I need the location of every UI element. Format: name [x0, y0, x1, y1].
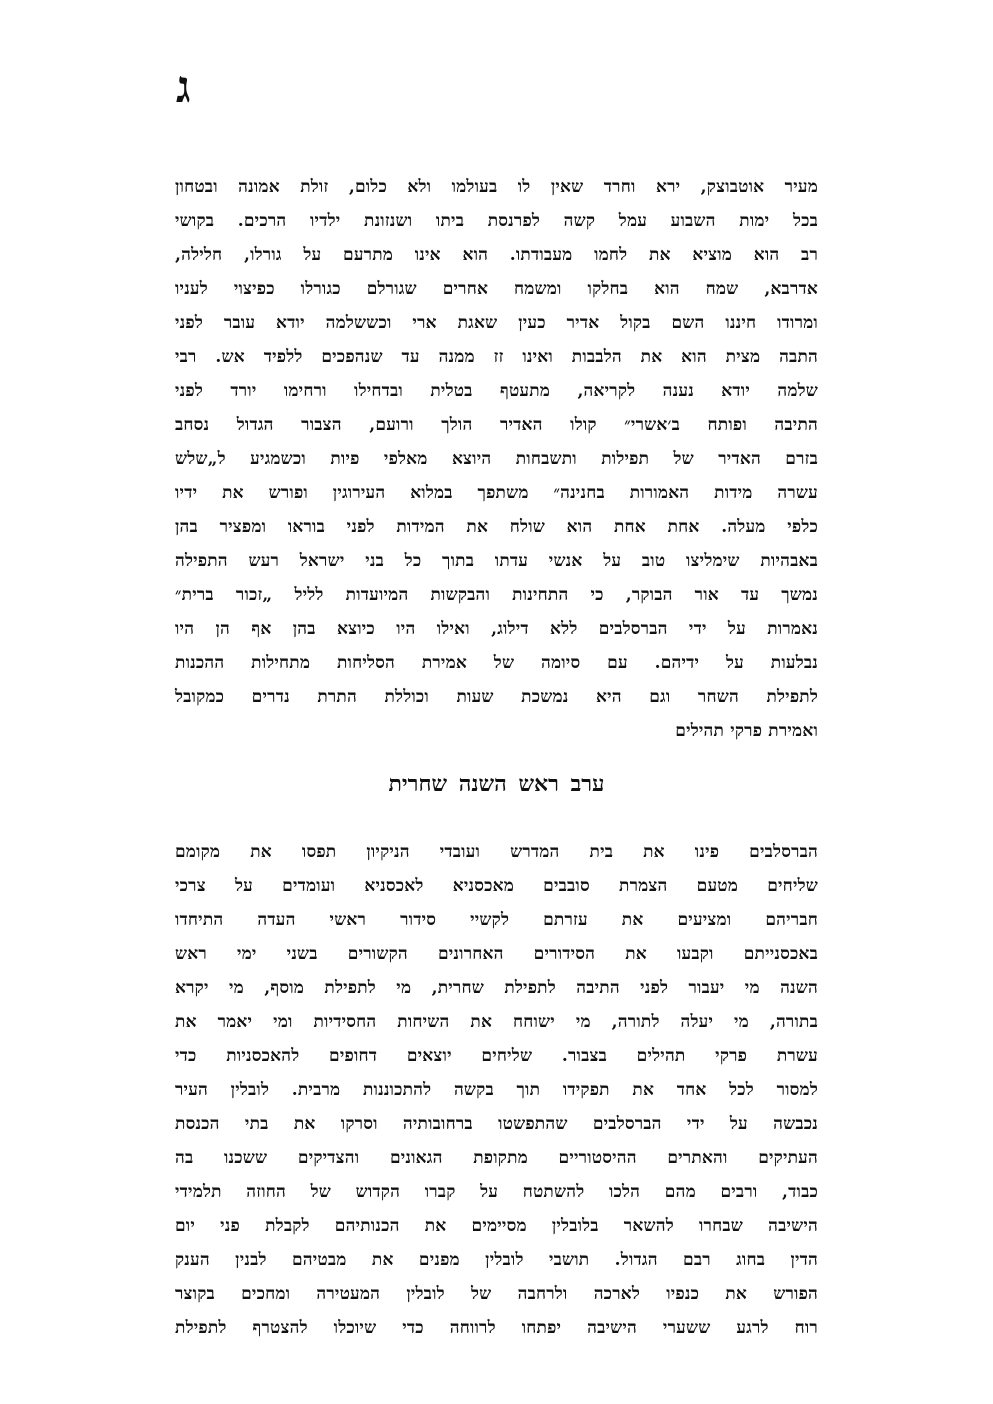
text-line: מעיר אוטבוצק, ירא וחרד שאין לו בעולמו ולא כלום, זולת אמונה ובטחון	[175, 177, 818, 197]
text-line: השנה מי יעבור לפני התיבה לתפילת שחרית, מי לתפילת מוסף, מי יקרא	[175, 978, 818, 998]
text-line: למסור לכל אחד את תפקידו תוך בקשה להתכוננות מרבית. לובלין העיר	[175, 1080, 818, 1100]
text-line: רב הוא מוציא את לחמו מעבודתו. הוא אינו מתרעם על גורלו, חלילה,	[175, 245, 818, 265]
paragraph-2	[175, 835, 818, 1345]
paragraph-1	[175, 170, 818, 748]
text-line: שליחים מטעם הצמרת סובבים מאכסניא לאכסניא ועומדים על צרכי	[175, 876, 818, 896]
text-line: ומרודו חיננו השם בקול אדיר כעין שאגת ארי וכששלמה יודא עובר לפני	[175, 313, 818, 333]
text-line: עשרה מידות האמורות בחנינה״ משתפך במלוא העירוגין ופורש את ידיו	[175, 483, 818, 503]
text-line: אדרבא, שמח הוא בחלקו ומשמח אחרים שגורלם כגורלו כפיצוי לעניו	[175, 279, 818, 299]
text-line: בתורה, מי יעלה לתורה, מי ישוחח את השיחות החסידיות ומי יאמר את	[175, 1012, 818, 1032]
text-line: לתפילת השחר וגם היא נמשכת שעות וכוללת התרת נדרים כמקובל	[175, 687, 818, 707]
text-line: עשרת פרקי תהילים בצבור. שליחים יוצאים דחופים להאכסניות כדי	[175, 1046, 818, 1066]
text-line: נמשך עד אור הבוקר, כי התחינות והבקשות המיועדות לליל „זכור ברית״	[175, 585, 818, 605]
text-line: התבה מצית הוא את הלבבות ואינו זז ממנה עד שנהפכים ללפיד אש. רבי	[175, 347, 818, 367]
text-line: נכבשה על ידי הברסלבים שהתפשטו ברחובותיה וסרקו את בתי הכנסת	[175, 1114, 818, 1134]
text-line: הברסלבים פינו את בית המדרש ועובדי הניקיון תפסו את מקומם	[175, 842, 818, 862]
text-line: בכל ימות השבוע עמל קשה לפרנסת ביתו ושנזונת ילדיו הרכים. בקושי	[175, 211, 818, 231]
section-heading: ערב ראש השנה שחרית	[388, 771, 605, 797]
text-line: נאמרות על ידי הברסלבים ללא דילוג, ואילו היו כיוצא בהן אף הן היו	[175, 619, 818, 639]
text-line: כבוד, ורבים מהם הלכו להשתטח על קברו הקדוש של החוזה תלמידי	[175, 1182, 818, 1202]
text-line: נבלעות על ידיהם. עם סיומה של אמירת הסליחות מתחילות ההכנות	[175, 653, 818, 673]
text-line: הפורש את כנפיו לארכה ולרחבה של לובלין המעטירה ומחכים בקוצר	[175, 1284, 818, 1304]
text-line: ואמירת פרקי תהילים	[675, 721, 818, 741]
text-line: רוח לרגע ששערי הישיבה יפתחו לרווחה כדי שיוכלו להצטרף לתפילת	[175, 1318, 818, 1338]
text-line: העתיקים והאתרים ההיסטוריים מתקופת הגאונים והצדיקים ששכנו בה	[175, 1148, 818, 1168]
text-line: באבהיות שימליצו טוב על אנשי עדתו בתוך כל בני ישראל רעש התפילה	[175, 551, 818, 571]
text-line: הישיבה שבחרו להשאר בלובלין מסיימים את הכנותיהם לקבלת פני יום	[175, 1216, 818, 1236]
text-line: בזרם האדיר של תפילות ותשבחות היוצא מאלפי פיות וכשמגיע ל„שלש	[175, 449, 818, 469]
text-line: חבריהם ומציעים את עזרתם לקשיי סידור ראשי העדה התיחדו	[175, 910, 818, 930]
text-line: באכסנייתם וקבעו את הסידורים האחרונים הקשורים בשני ימי ראש	[175, 944, 818, 964]
page-number: ג	[176, 62, 191, 113]
text-line: הדין בחוג רבם הגדול. תושבי לובלין מפנים את מבטיהם לבנין הענק	[175, 1250, 818, 1270]
text-line: כלפי מעלה. אחת אחת הוא שולח את המידות לפני בוראו ומפציר בהן	[175, 517, 818, 537]
text-line: שלמה יודא נענה לקריאה, מתעטף בטלית ובדחילו ורחימו יורד לפני	[175, 381, 818, 401]
text-line: התיבה ופותח ב׳אשרי״ קולו האדיר הולך ורועם, הצבור הגדול נסחב	[175, 415, 818, 435]
